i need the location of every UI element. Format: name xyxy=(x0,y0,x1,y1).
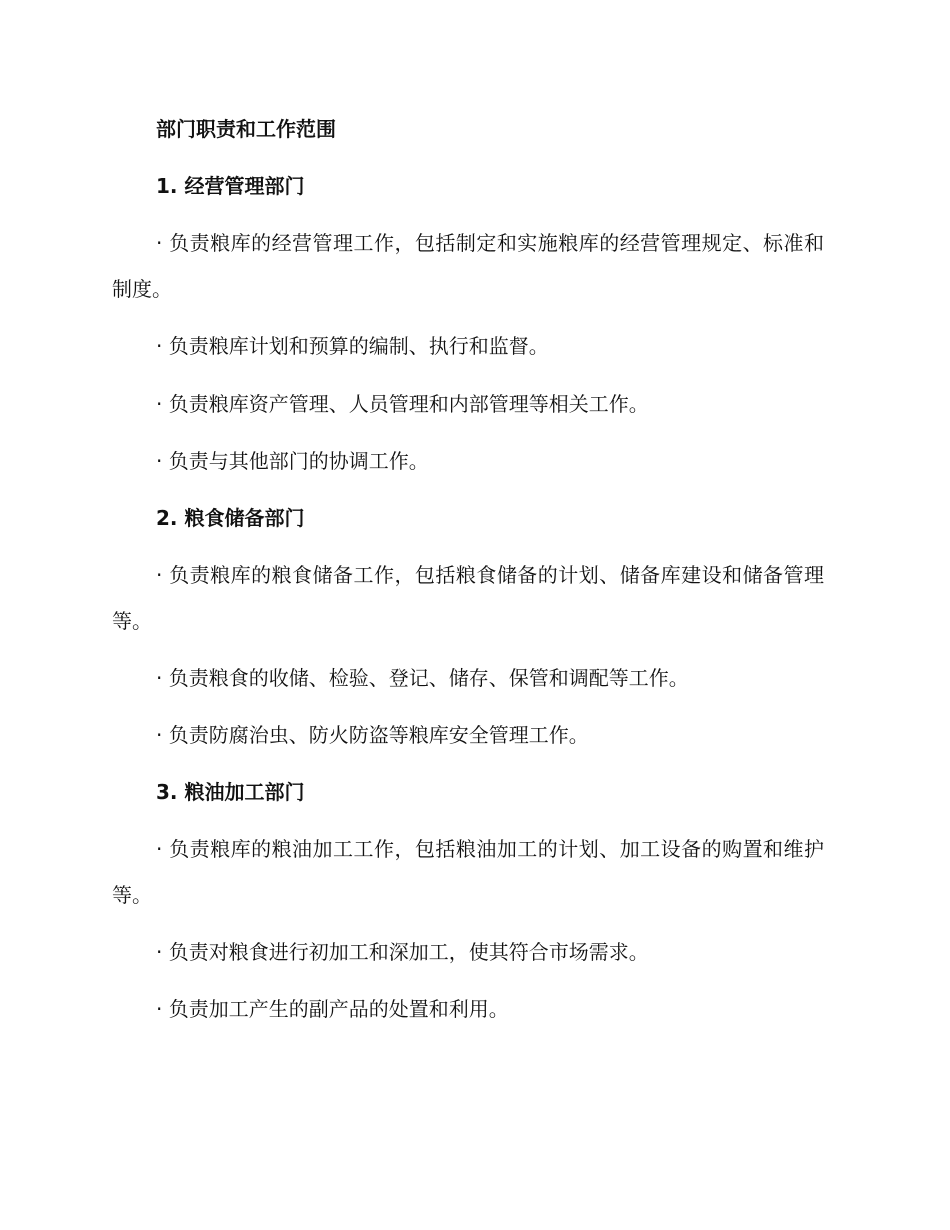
list-item: · 负责粮库的经营管理工作，包括制定和实施粮库的经营管理规定、标准和制度。 xyxy=(112,231,824,301)
list-item: · 负责粮库计划和预算的编制、执行和监督。 xyxy=(156,334,549,358)
section-heading: 1. 经营管理部门 xyxy=(156,174,305,198)
section-heading: 2. 粮食储备部门 xyxy=(156,506,305,530)
list-item: · 负责粮食的收储、检验、登记、储存、保管和调配等工作。 xyxy=(156,666,689,690)
document-title: 部门职责和工作范围 xyxy=(156,117,336,141)
list-item: · 负责粮库的粮油加工工作，包括粮油加工的计划、加工设备的购置和维护等。 xyxy=(112,837,824,907)
list-item: · 负责粮库的粮食储备工作，包括粮食储备的计划、储备库建设和储备管理等。 xyxy=(112,563,824,633)
list-item: · 负责与其他部门的协调工作。 xyxy=(156,449,429,473)
list-item: · 负责粮库资产管理、人员管理和内部管理等相关工作。 xyxy=(156,392,649,416)
section-heading: 3. 粮油加工部门 xyxy=(156,780,305,804)
list-item: · 负责加工产生的副产品的处置和利用。 xyxy=(156,997,509,1021)
list-item: · 负责对粮食进行初加工和深加工，使其符合市场需求。 xyxy=(156,940,649,964)
list-item: · 负责防腐治虫、防火防盗等粮库安全管理工作。 xyxy=(156,723,589,747)
